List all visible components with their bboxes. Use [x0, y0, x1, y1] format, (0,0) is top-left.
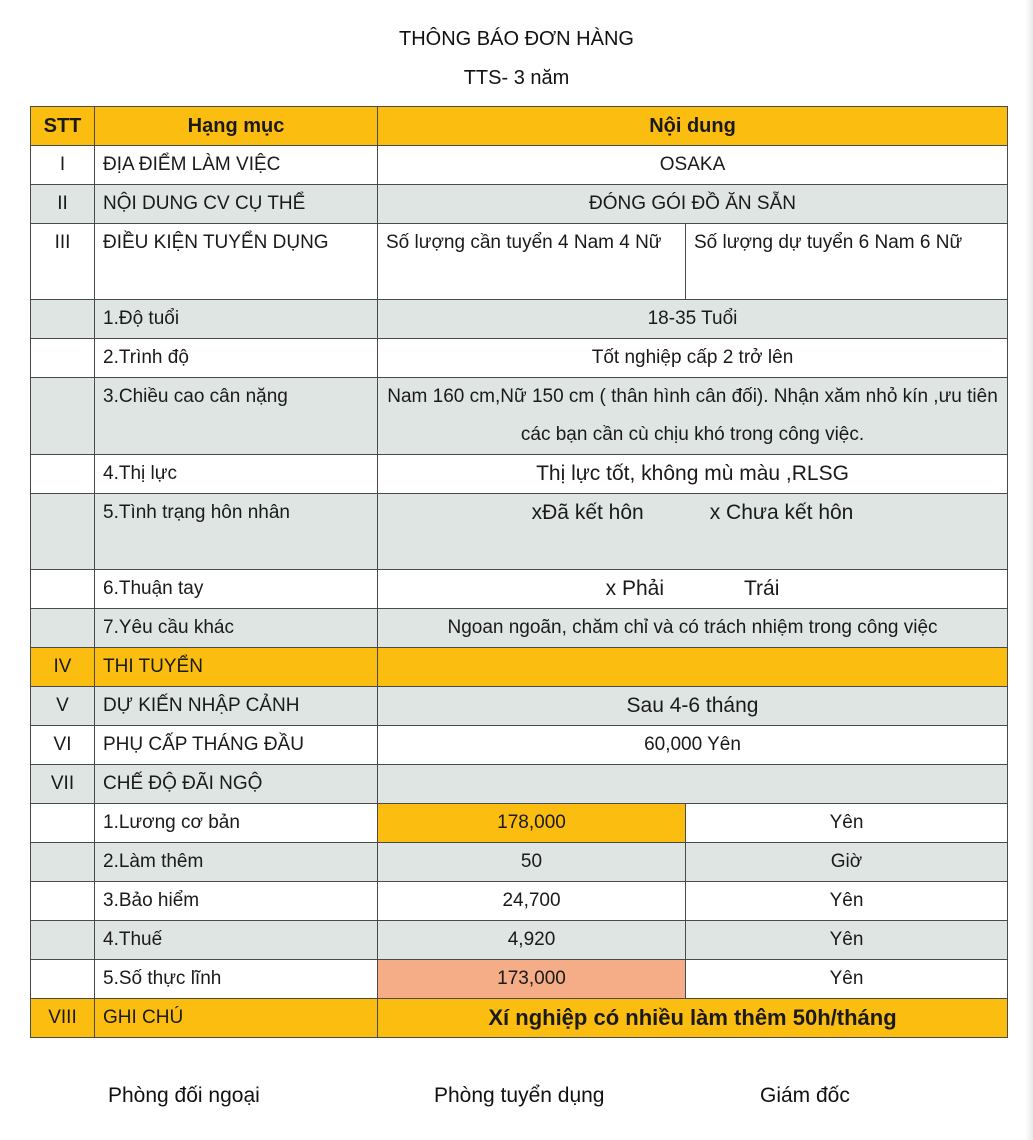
overtime-value: 50 — [378, 843, 686, 882]
row-number: III — [31, 224, 95, 300]
row-label: 6.Thuận tay — [95, 570, 378, 609]
table-row — [31, 570, 1008, 609]
row-label: 2.Làm thêm — [95, 843, 378, 882]
tax-unit: Yên — [686, 921, 1008, 960]
empty-cell — [378, 765, 1008, 804]
empty-cell — [31, 804, 95, 843]
table-row — [31, 726, 1008, 765]
empty-cell — [31, 339, 95, 378]
row-value: Nam 160 cm,Nữ 150 cm ( thân hình cân đối). Nhận xăm nhỏ kín ,ưu tiên các bạn cần cù chịu khó trong công việc. — [378, 378, 1008, 455]
tax-value: 4,920 — [378, 921, 686, 960]
document-subtitle: TTS- 3 năm — [463, 67, 570, 89]
table-row — [31, 224, 1008, 300]
table-row — [31, 146, 1008, 185]
recruit-need-quantity: Số lượng cần tuyển 4 Nam 4 Nữ — [378, 224, 686, 300]
row-label: DỰ KIẾN NHẬP CẢNH — [95, 687, 378, 726]
empty-cell — [31, 494, 95, 570]
page-edge-shadow — [1025, 0, 1033, 1140]
signature-foreign-affairs: Phòng đối ngoại — [108, 1084, 260, 1107]
row-label: CHẾ ĐỘ ĐÃI NGỘ — [95, 765, 378, 804]
empty-cell — [31, 882, 95, 921]
signature-recruitment: Phòng tuyển dụng — [434, 1084, 605, 1107]
empty-cell — [31, 378, 95, 455]
row-value — [378, 648, 1008, 687]
empty-cell — [31, 570, 95, 609]
row-label: 1.Độ tuổi — [95, 300, 378, 339]
row-number: VIII — [31, 999, 95, 1038]
empty-cell — [31, 609, 95, 648]
row-value: Ngoan ngoãn, chăm chỉ và có trách nhiệm trong công việc — [378, 609, 1008, 648]
table-row — [31, 882, 1008, 921]
table-row — [31, 921, 1008, 960]
row-label: NỘI DUNG CV CỤ THỂ — [95, 185, 378, 224]
hand-options — [378, 570, 1008, 609]
row-label: ĐỊA ĐIỂM LÀM VIỆC — [95, 146, 378, 185]
header-content: Nội dung — [378, 107, 1008, 146]
salary-value: 178,000 — [378, 804, 686, 843]
order-table — [30, 106, 1008, 1038]
hand-option-right: x Phải — [605, 577, 664, 600]
marital-options — [378, 494, 1008, 570]
table-row — [31, 960, 1008, 999]
row-label: 3.Bảo hiểm — [95, 882, 378, 921]
insurance-unit: Yên — [686, 882, 1008, 921]
net-salary-unit: Yên — [686, 960, 1008, 999]
insurance-value: 24,700 — [378, 882, 686, 921]
table-row — [31, 843, 1008, 882]
table-row — [31, 300, 1008, 339]
empty-cell — [31, 300, 95, 339]
row-label: 4.Thuế — [95, 921, 378, 960]
row-label: 4.Thị lực — [95, 455, 378, 494]
row-value: 60,000 Yên — [378, 726, 1008, 765]
row-label: 2.Trình độ — [95, 339, 378, 378]
header-stt: STT — [31, 107, 95, 146]
row-label: 3.Chiều cao cân nặng — [95, 378, 378, 455]
row-label: ĐIỀU KIỆN TUYỂN DỤNG — [95, 224, 378, 300]
row-label: GHI CHÚ — [95, 999, 378, 1038]
table-row — [31, 804, 1008, 843]
marital-option-single: x Chưa kết hôn — [709, 501, 854, 524]
table-header-row — [31, 107, 1008, 146]
row-number: I — [31, 146, 95, 185]
row-value: OSAKA — [378, 146, 1008, 185]
row-label: 5.Số thực lĩnh — [95, 960, 378, 999]
row-value: ĐÓNG GÓI ĐỒ ĂN SẴN — [378, 185, 1008, 224]
table-row — [31, 378, 1008, 455]
empty-cell — [31, 921, 95, 960]
table-row — [31, 609, 1008, 648]
salary-unit: Yên — [686, 804, 1008, 843]
recruit-planned-quantity: Số lượng dự tuyển 6 Nam 6 Nữ — [686, 224, 1008, 300]
net-salary-value: 173,000 — [378, 960, 686, 999]
row-value: Tốt nghiệp cấp 2 trở lên — [378, 339, 1008, 378]
hand-option-left: Trái — [744, 577, 780, 600]
empty-cell — [31, 455, 95, 494]
table-row — [31, 648, 1008, 687]
table-row — [31, 999, 1008, 1038]
empty-cell — [31, 843, 95, 882]
row-label: THI TUYỂN — [95, 648, 378, 687]
table-row — [31, 339, 1008, 378]
table-row — [31, 455, 1008, 494]
overtime-unit: Giờ — [686, 843, 1008, 882]
row-value: Thị lực tốt, không mù màu ,RLSG — [378, 455, 1008, 494]
marital-option-married: xĐã kết hôn — [531, 501, 644, 524]
table-row — [31, 765, 1008, 804]
row-label: 7.Yêu cầu khác — [95, 609, 378, 648]
row-number: VII — [31, 765, 95, 804]
table-row — [31, 494, 1008, 570]
signature-director: Giám đốc — [760, 1084, 850, 1107]
row-number: II — [31, 185, 95, 224]
row-number: VI — [31, 726, 95, 765]
row-number: IV — [31, 648, 95, 687]
row-label: 1.Lương cơ bản — [95, 804, 378, 843]
row-value: Sau 4-6 tháng — [378, 687, 1008, 726]
header-item: Hạng mục — [95, 107, 378, 146]
row-label: 5.Tình trạng hôn nhân — [95, 494, 378, 570]
document-title: THÔNG BÁO ĐƠN HÀNG — [399, 28, 634, 50]
table-row — [31, 185, 1008, 224]
note-content: Xí nghiệp có nhiều làm thêm 50h/tháng — [378, 999, 1008, 1038]
row-number: V — [31, 687, 95, 726]
empty-cell — [31, 960, 95, 999]
row-value: 18-35 Tuổi — [378, 300, 1008, 339]
row-label: PHỤ CẤP THÁNG ĐẦU — [95, 726, 378, 765]
table-row — [31, 687, 1008, 726]
